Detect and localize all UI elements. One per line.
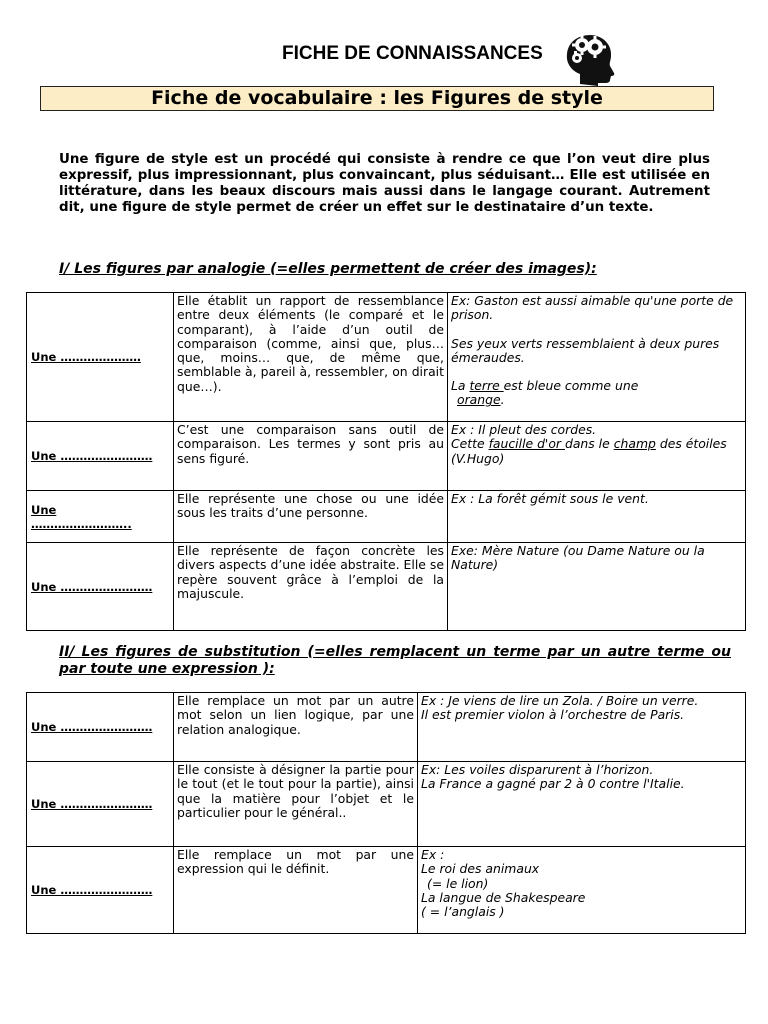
example-cell: Ex : La forêt gémit sous le vent. xyxy=(448,491,746,543)
intro-paragraph: Une figure de style est un procédé qui consiste à rendre ce que l’on veut dire plus expressif, plus impressionnant, plus convaincant, plus séduisant… Elle est utilisée en littérature, dans les beaux discours mais aussi dans le langage courant. Autrement dit, une figure de style permet de créer un effet sur le destinataire d’un texte. xyxy=(59,152,710,215)
table-row xyxy=(27,293,746,422)
page-title: Fiche de vocabulaire : les Figures de style xyxy=(40,86,714,111)
table-row xyxy=(27,693,746,762)
example-line: Ex : xyxy=(421,847,445,862)
example-line: Ex: Les voiles disparurent à l’horizon. xyxy=(421,762,654,777)
table-row xyxy=(27,491,746,543)
table-row xyxy=(27,422,746,491)
example-line: Ex : Il pleut des cordes. xyxy=(451,422,597,437)
analogy-table xyxy=(26,292,746,631)
example-line: (= le lion) xyxy=(427,875,489,891)
example-cell: Exe: Mère Nature (ou Dame Nature ou la Nature) xyxy=(448,543,746,631)
blank-label: Une …………………… xyxy=(27,762,174,847)
example-line: La France a gagné par 2 à 0 contre l'Italie. xyxy=(421,776,685,792)
definition-cell: Elle remplace un mot par une expression qui le définit. xyxy=(174,847,418,934)
example-line: Ex : Je viens de lire un Zola. / Boire un verre. xyxy=(421,693,699,708)
example-line: ( = l’anglais ) xyxy=(421,904,505,920)
example-line: La terre est bleue comme une xyxy=(451,378,639,394)
example-cell xyxy=(418,847,746,934)
example-cell xyxy=(418,762,746,847)
example-cell xyxy=(448,293,746,422)
example-line: La langue de Shakespeare xyxy=(421,889,586,905)
blank-label: Une ………………… xyxy=(27,293,174,422)
head-gears-icon xyxy=(560,32,616,86)
example-line: Le roi des animaux xyxy=(421,861,540,877)
table-row xyxy=(27,847,746,934)
definition-cell: Elle représente une chose ou une idée sous les traits d’une personne. xyxy=(174,491,448,543)
definition-cell: Elle remplace un mot par un autre mot selon un lien logique, par une relation analogique. xyxy=(174,693,418,762)
definition-cell: Elle représente de façon concrète les divers aspects d’une idée abstraite. Elle se repère souvent grâce à l’emploi de la majuscule. xyxy=(174,543,448,631)
example-line: Ses yeux verts ressemblaient à deux pures émeraudes. xyxy=(451,335,720,365)
example-cell xyxy=(418,693,746,762)
example-line: Ex: Gaston est aussi aimable qu'une porte de prison. xyxy=(451,293,734,323)
section-1-title: I/ Les figures par analogie (=elles permettent de créer des images): xyxy=(59,261,597,277)
table-row xyxy=(27,543,746,631)
table-row xyxy=(27,762,746,847)
header-title: FICHE DE CONNAISSANCES xyxy=(282,43,543,64)
definition-cell: C’est une comparaison sans outil de comparaison. Les termes y sont pris au sens figuré. xyxy=(174,422,448,491)
substitution-table xyxy=(26,692,746,934)
definition-cell: Elle consiste à désigner la partie pour le tout (et le tout pour la partie), ainsi que la matière pour l’objet et le particulier pour le général.. xyxy=(174,762,418,847)
example-line: orange. xyxy=(457,392,505,408)
example-cell xyxy=(448,422,746,491)
blank-label: Une …………………….. xyxy=(27,491,174,543)
blank-label: Une …………………… xyxy=(27,693,174,762)
section-2-title: II/ Les figures de substitution (=elles remplacent un terme par un autre terme ou par toute une expression ): xyxy=(59,644,731,677)
example-line: Il est premier violon à l’orchestre de Paris. xyxy=(421,707,685,723)
definition-cell: Elle établit un rapport de ressemblance entre deux éléments (le comparé et le comparant), à l’aide d’un outil de comparaison (comme, ainsi que, plus… que, moins… que, de même que, semblable à, pareil à, ressembler, on dirait que…). xyxy=(174,293,448,422)
blank-label: Une …………………… xyxy=(27,847,174,934)
blank-label: Une …………………… xyxy=(27,422,174,491)
example-line: Cette faucille d'or dans le champ des étoiles (V.Hugo) xyxy=(451,436,727,466)
blank-label: Une …………………… xyxy=(27,543,174,631)
